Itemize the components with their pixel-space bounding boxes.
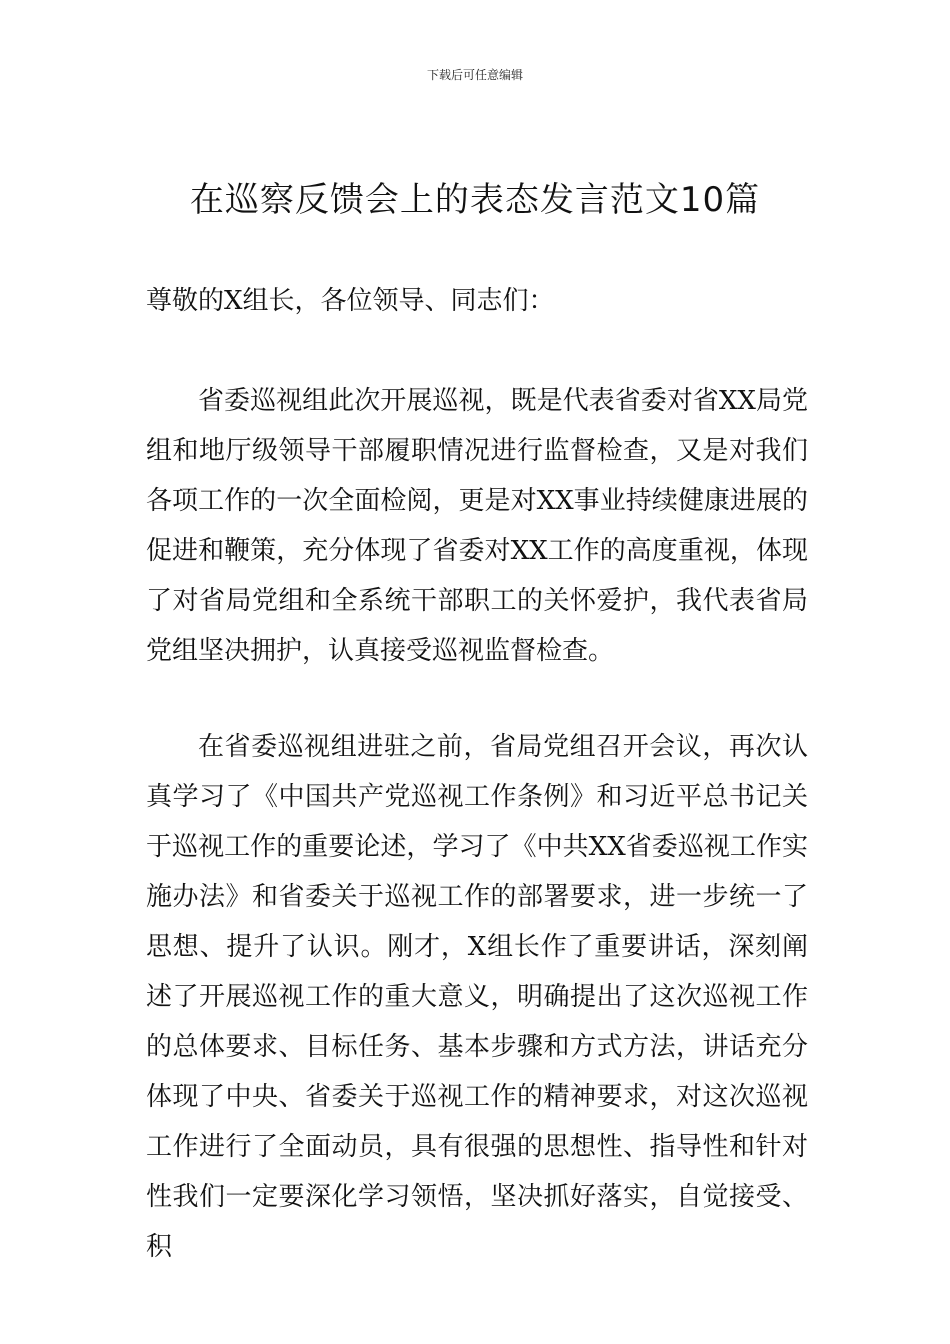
- salutation: 尊敬的X组长，各位领导、同志们：: [146, 286, 555, 316]
- document-title: 在巡察反馈会上的表态发言范文10篇: [189, 180, 761, 220]
- paragraph-2: 在省委巡视组进驻之前，省局党组召开会议，再次认真学习了《中国共产党巡视工作条例》和习近平总书记关于巡视工作的重要论述，学习了《中共XX省委巡视工作实施办法》和省委关于巡视工作的部署要求，进一步统一了思想、提升了认识。刚才，X组长作了重要讲话，深刻阐述了开展巡视工作的重大意义，明确提出了这次巡视工作的总体要求、目标任务、基本步骤和方式方法，讲话充分体现了中央、省委关于巡视工作的精神要求，对这次巡视工作进行了全面动员，具有很强的思想性、指导性和针对性我们一定要深化学习领悟，坚决抓好落实，自觉接受、积: [146, 732, 808, 1262]
- paragraph-1: 省委巡视组此次开展巡视，既是代表省委对省XX局党组和地厅级领导干部履职情况进行监督检查，又是对我们各项工作的一次全面检阅，更是对XX事业持续健康进展的促进和鞭策，充分体现了省委对XX工作的高度重视，体现了对省局党组和全系统干部职工的关怀爱护，我代表省局党组坚决拥护，认真接受巡视监督检查。: [146, 386, 808, 666]
- header-note: 下载后可任意编辑: [426, 68, 523, 82]
